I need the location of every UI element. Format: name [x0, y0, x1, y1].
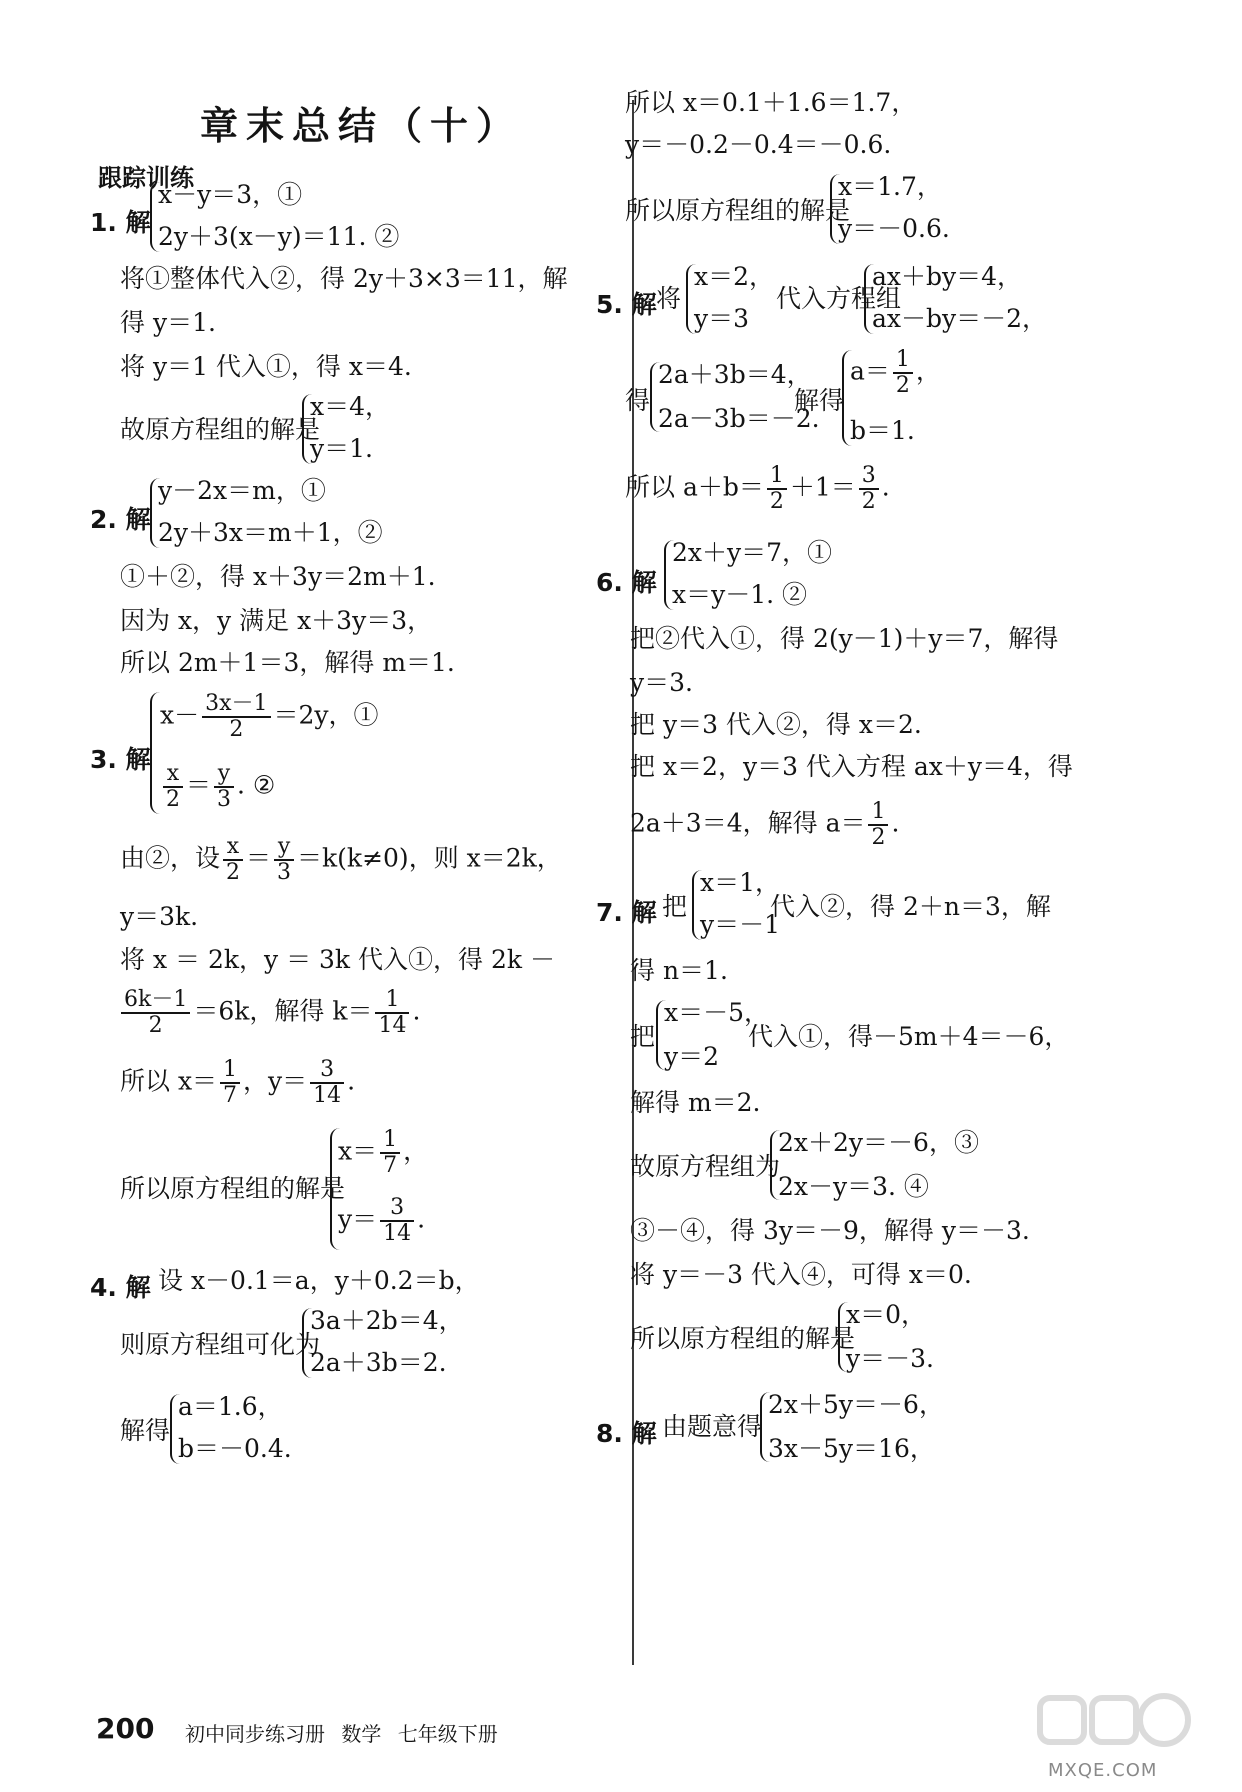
- problem-5-value-y: y＝3: [694, 304, 750, 333]
- problem-6-line4: 把 x＝2，y＝3 代入方程 ax＋y＝4，得: [630, 752, 1073, 781]
- fraction: [202, 692, 270, 742]
- problem-1-eq2: 2y＋3(x－y)＝11. ②: [158, 222, 400, 251]
- problem-3-line5: [120, 1058, 355, 1108]
- problem-6-eq1: 2x＋y＝7，①: [672, 538, 833, 567]
- numerator: 1: [220, 1058, 240, 1084]
- problem-8-sys1: 2x＋5y＝－6，: [768, 1390, 944, 1419]
- problem-7-line8: ③－④，得 3y＝－9，解得 y＝－3.: [630, 1216, 1030, 1245]
- problem-7-value-x: x＝1，: [700, 868, 781, 897]
- problem-7-line6: 解得 m＝2.: [630, 1088, 761, 1117]
- text: .: [417, 1204, 426, 1234]
- problem-5-sys3: 2a＋3b＝4，: [658, 360, 812, 389]
- fraction: [274, 835, 294, 885]
- text: ，: [915, 356, 941, 386]
- problem-4-line1: 设 x－0.1＝a，y＋0.2＝b，: [158, 1266, 480, 1295]
- fraction: [859, 464, 879, 514]
- problem-7-line7: 故原方程组为: [630, 1152, 781, 1181]
- problem-4-line6: 所以原方程组的解是: [625, 196, 851, 225]
- problem-5-line4: 解得: [794, 386, 845, 415]
- text: y＝: [338, 1204, 378, 1234]
- numerator: y: [214, 762, 234, 788]
- numerator: 3x－1: [202, 692, 270, 718]
- problem-5-sys1: ax＋by＝4，: [872, 262, 1023, 291]
- book-info: 初中同步练习册 数学 七年级下册: [185, 1722, 498, 1746]
- problem-7-sys2: 2x－y＝3. ④: [778, 1172, 929, 1201]
- problem-7-line5: 代入①，得－5m＋4＝－6，: [748, 1022, 1070, 1051]
- problem-5-result-b: b＝1.: [850, 416, 915, 445]
- equals-sign: ＝: [186, 770, 212, 800]
- fraction: [893, 348, 913, 398]
- problem-3-line4: [118, 988, 420, 1038]
- equals-sign: ＝: [246, 843, 272, 873]
- problem-8-sys2: 3x－5y＝16，: [768, 1434, 935, 1463]
- problem-2-eq1: y－2x＝m，①: [158, 476, 326, 505]
- numerator: 1: [380, 1128, 400, 1154]
- problem-5-label: 5. 解: [596, 290, 657, 319]
- denominator: 2: [769, 489, 784, 514]
- denominator: 14: [383, 1221, 412, 1246]
- problem-1-label: 1. 解: [90, 208, 151, 237]
- problem-3-eq1-lhs: x－: [160, 700, 200, 730]
- denominator: 2: [226, 860, 241, 885]
- text: ，y＝: [243, 1066, 308, 1096]
- problem-7-line1: 把: [662, 892, 688, 921]
- text: .: [881, 472, 890, 502]
- denominator: 3: [217, 787, 232, 812]
- problem-3-eq2: [160, 762, 275, 812]
- text: 所以 x＝: [120, 1066, 218, 1096]
- problem-5-sys4: 2a－3b＝－2.: [658, 404, 820, 433]
- numerator: 1: [767, 464, 787, 490]
- problem-2-label: 2. 解: [90, 505, 151, 534]
- problem-1-line4: 故原方程组的解是: [120, 415, 321, 444]
- text: x＝: [338, 1136, 378, 1166]
- problem-2-line2: 因为 x，y 满足 x＋3y＝3，: [120, 606, 433, 635]
- text: .: [347, 1066, 356, 1096]
- problem-2-line1: ①＋②，得 x＋3y＝2m＋1.: [120, 562, 436, 591]
- denominator: 2: [871, 825, 886, 850]
- problem-6-line1: 把②代入①，得 2(y－1)＋y＝7，解得: [630, 624, 1059, 653]
- problem-5-result-a: [850, 348, 941, 398]
- problem-5-value-x: x＝2，: [694, 262, 775, 291]
- denominator: 2: [166, 787, 180, 812]
- problem-5-sys2: ax－by＝－2，: [872, 304, 1048, 333]
- text: 所以 a＋b＝: [625, 472, 764, 502]
- problem-3-line2: y＝3k.: [120, 902, 199, 931]
- numerator: x: [163, 762, 183, 788]
- problem-5-line5: [625, 464, 890, 514]
- problem-3-eq2-end: . ②: [237, 770, 276, 800]
- denominator: 3: [277, 860, 292, 885]
- problem-8-line1: 由题意得: [662, 1412, 763, 1441]
- problem-5-line2: 代入方程组: [776, 284, 902, 313]
- text: .: [412, 996, 421, 1026]
- denominator: 7: [223, 1083, 238, 1108]
- problem-5-line1: 将: [656, 284, 682, 313]
- numerator: 6k－1: [121, 988, 190, 1014]
- numerator: 1: [893, 348, 913, 374]
- problem-4-solution-x: x＝1.7，: [838, 172, 942, 201]
- problem-4-result-a: a＝1.6，: [178, 1392, 283, 1421]
- text: 由②，设: [120, 843, 221, 873]
- problem-1-solution-x: x＝4，: [310, 392, 391, 421]
- problem-7-value2-x: x＝－5，: [664, 998, 770, 1027]
- problem-1-solution-y: y＝1.: [310, 434, 373, 463]
- problem-3-line3: 将 x ＝ 2k，y ＝ 3k 代入①，得 2k －: [120, 945, 555, 974]
- denominator: 2: [229, 717, 244, 742]
- problem-7-solution-y: y＝－3.: [846, 1344, 934, 1373]
- problem-1-line2: 得 y＝1.: [120, 308, 216, 337]
- denominator: 7: [383, 1153, 398, 1178]
- problem-1-line3: 将 y＝1 代入①，得 x＝4.: [120, 352, 412, 381]
- problem-3-label: 3. 解: [90, 745, 151, 774]
- problem-6-line3: 把 y＝3 代入②，得 x＝2.: [630, 710, 922, 739]
- problem-6-eq2: x＝y－1. ②: [672, 580, 808, 609]
- problem-8-label: 8. 解: [596, 1419, 657, 1448]
- problem-3-eq1-rhs: ＝2y，①: [273, 700, 379, 730]
- fraction: [163, 762, 183, 812]
- problem-4-line4: 所以 x＝0.1＋1.6＝1.7，: [625, 88, 917, 117]
- problem-3-brace: [150, 692, 160, 814]
- section-heading: 跟踪训练: [98, 164, 194, 192]
- problem-1-line1: 将①整体代入②，得 2y＋3×3＝11，解: [120, 264, 568, 293]
- problem-7-line9: 将 y＝－3 代入④，可得 x＝0.: [630, 1260, 972, 1289]
- problem-4-line2: 则原方程组可化为: [120, 1330, 321, 1359]
- problem-4-line3: 解得: [120, 1416, 171, 1445]
- problem-5-line3: 得: [625, 386, 651, 415]
- denominator: 14: [378, 1013, 407, 1038]
- fraction: [310, 1058, 344, 1108]
- problem-7-label: 7. 解: [596, 898, 657, 927]
- numerator: y: [274, 835, 294, 861]
- problem-7-line10: 所以原方程组的解是: [630, 1324, 856, 1353]
- numerator: x: [223, 835, 243, 861]
- fraction: [380, 1128, 400, 1178]
- problem-4-sys2: 2a＋3b＝2.: [310, 1348, 447, 1377]
- fraction: [223, 835, 243, 885]
- problem-4-label: 4. 解: [90, 1273, 151, 1302]
- problem-4-sys1: 3a＋2b＝4，: [310, 1306, 464, 1335]
- fraction: [121, 988, 190, 1038]
- numerator: 1: [375, 988, 409, 1014]
- fraction: [214, 762, 234, 812]
- text: ，: [403, 1136, 429, 1166]
- problem-4-solution-y: y＝－0.6.: [838, 214, 950, 243]
- problem-6-line5: [630, 800, 899, 850]
- problem-6-line2: y＝3.: [630, 668, 693, 697]
- fraction: [375, 988, 409, 1038]
- denominator: 2: [895, 373, 910, 398]
- problem-4-result-b: b＝－0.4.: [178, 1434, 292, 1463]
- problem-7-value-y: y＝－1: [700, 910, 781, 939]
- problem-2-line3: 所以 2m＋1＝3，解得 m＝1.: [120, 648, 455, 677]
- problem-2-eq2: 2y＋3x＝m＋1，②: [158, 518, 383, 547]
- denominator: 2: [861, 489, 876, 514]
- page-title: 章末总结（十）: [200, 104, 523, 148]
- problem-7-sys1: 2x＋2y＝－6，③: [778, 1128, 979, 1157]
- text: .: [891, 808, 900, 838]
- problem-3-line1: [120, 835, 562, 885]
- text: ＝k(k≠0)，则 x＝2k，: [297, 843, 562, 873]
- problem-7-line3: 得 n＝1.: [630, 956, 728, 985]
- fraction: [868, 800, 888, 850]
- problem-7-solution-x: x＝0，: [846, 1300, 927, 1329]
- problem-3-solution-x: [338, 1128, 428, 1178]
- problem-3-line6: 所以原方程组的解是: [120, 1174, 346, 1203]
- numerator: 3: [380, 1196, 414, 1222]
- text: a＝: [850, 356, 890, 386]
- problem-7-value2-y: y＝2: [664, 1042, 720, 1071]
- text: 2a＋3＝4，解得 a＝: [630, 808, 866, 838]
- fraction: [380, 1196, 414, 1246]
- problem-1-eq1: x－y＝3，①: [158, 180, 303, 209]
- problem-6-label: 6. 解: [596, 568, 657, 597]
- numerator: 3: [859, 464, 879, 490]
- text: ＝6k，解得 k＝: [193, 996, 373, 1026]
- numerator: 3: [310, 1058, 344, 1084]
- problem-3-eq1: [160, 692, 379, 742]
- page-number: 200: [96, 1712, 155, 1745]
- problem-3-solution-y: [338, 1196, 425, 1246]
- text: ＋1＝: [789, 472, 856, 502]
- denominator: 2: [148, 1013, 163, 1038]
- denominator: 14: [313, 1083, 342, 1108]
- fraction: [767, 464, 787, 514]
- problem-4-line5: y＝－0.2－0.4＝－0.6.: [625, 130, 892, 159]
- watermark-text: MXQE.COM: [1048, 1760, 1158, 1781]
- problem-7-line4: 把: [630, 1022, 656, 1051]
- fraction: [220, 1058, 240, 1108]
- problem-7-line2: 代入②，得 2＋n＝3，解: [770, 892, 1051, 921]
- numerator: 1: [868, 800, 888, 826]
